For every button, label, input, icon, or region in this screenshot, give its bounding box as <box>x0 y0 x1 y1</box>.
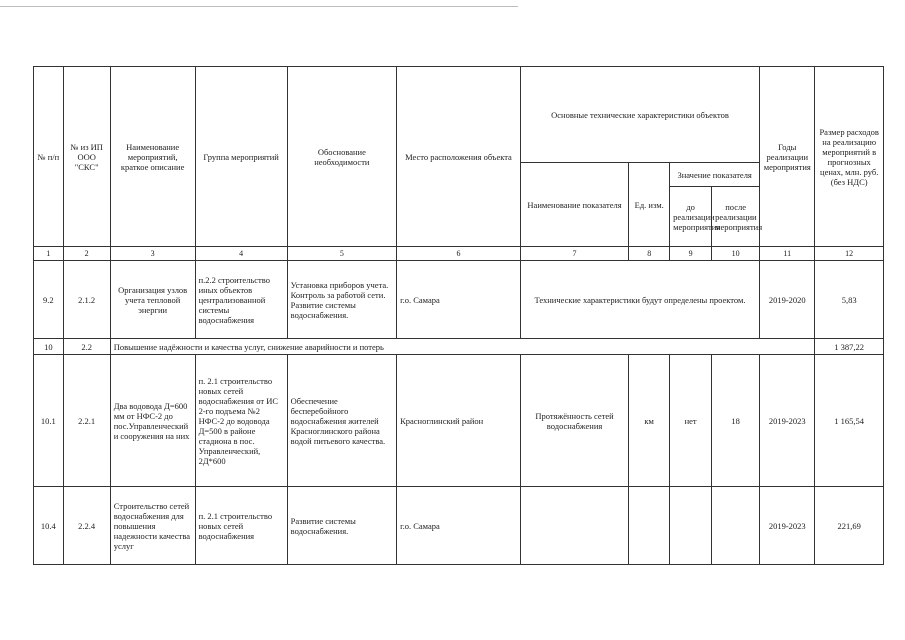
row-ip-number: 2.2.1 <box>63 355 110 487</box>
row-justification: Обеспечение бесперебойного водоснабжения жителей Красноглинского района водой питьевого качества. <box>287 355 396 487</box>
header-before: до реализации мероприятия <box>670 187 712 247</box>
row-before: нет <box>670 355 712 487</box>
row-tech-note: Технические характеристики будут определены проектом. <box>520 261 759 339</box>
investment-program-table <box>33 66 884 565</box>
column-number: 5 <box>287 247 396 261</box>
column-number: 8 <box>629 247 670 261</box>
row-indicator: Протяжённость сетей водоснабжения <box>520 355 628 487</box>
section-row <box>34 339 884 355</box>
row-activity-name: Организация узлов учета тепловой энергии <box>110 261 195 339</box>
row-years: 2019-2020 <box>760 261 815 339</box>
row-cost: 221,69 <box>815 487 884 565</box>
column-number: 4 <box>195 247 287 261</box>
column-number: 3 <box>110 247 195 261</box>
column-number: 2 <box>63 247 110 261</box>
column-number: 12 <box>815 247 884 261</box>
row-ip-number: 2.2 <box>63 339 110 355</box>
row-activity-group: п. 2.1 строительство новых сетей водоснабжения <box>195 487 287 565</box>
row-justification: Развитие системы водоснабжения. <box>287 487 396 565</box>
column-numbers-row <box>34 247 884 261</box>
column-number: 1 <box>34 247 64 261</box>
top-border-line <box>0 6 518 7</box>
header-row-1 <box>34 67 884 163</box>
header-cost: Размер расходов на реализацию мероприятий в прогнозных ценах, млн. руб. (без НДС) <box>815 67 884 247</box>
table-row <box>34 355 884 487</box>
header-indicator-value: Значение показателя <box>670 163 760 187</box>
row-location: г.о. Самара <box>397 261 521 339</box>
header-location: Место расположения объекта <box>397 67 521 247</box>
row-before <box>670 487 712 565</box>
row-years: 2019-2023 <box>760 355 815 487</box>
row-after <box>712 487 760 565</box>
table-row <box>34 261 884 339</box>
header-activity-group: Группа мероприятий <box>195 67 287 247</box>
header-tech-characteristics: Основные технические характеристики объектов <box>520 67 759 163</box>
section-title: Повышение надёжности и качества услуг, снижение аварийности и потерь <box>110 339 815 355</box>
column-number: 7 <box>520 247 628 261</box>
row-number: 10.1 <box>34 355 64 487</box>
row-location: Красноглинский район <box>397 355 521 487</box>
header-num: № п/п <box>34 67 64 247</box>
row-ip-number: 2.1.2 <box>63 261 110 339</box>
row-unit <box>629 487 670 565</box>
column-number: 6 <box>397 247 521 261</box>
header-activity-name: Наименование мероприятий, краткое описание <box>110 67 195 247</box>
header-years: Годы реализации мероприятия <box>760 67 815 247</box>
row-number: 10.4 <box>34 487 64 565</box>
row-unit: км <box>629 355 670 487</box>
row-number: 9.2 <box>34 261 64 339</box>
row-ip-number: 2.2.4 <box>63 487 110 565</box>
row-activity-group: п. 2.1 строительство новых сетей водоснабжения от ИС 2-го подъема №2 НФС-2 до водовода Д=500 в районе стадиона в пос. Управленческий, 2Д*600 <box>195 355 287 487</box>
column-number: 10 <box>712 247 760 261</box>
row-cost: 1 387,22 <box>815 339 884 355</box>
row-years: 2019-2023 <box>760 487 815 565</box>
row-after: 18 <box>712 355 760 487</box>
row-cost: 1 165,54 <box>815 355 884 487</box>
header-ip-number: № из ИП ООО "СКС" <box>63 67 110 247</box>
table-row <box>34 487 884 565</box>
row-location: г.о. Самара <box>397 487 521 565</box>
row-cost: 5,83 <box>815 261 884 339</box>
row-activity-group: п.2.2 строительство иных объектов централизованной системы водоснабжения <box>195 261 287 339</box>
column-number: 9 <box>670 247 712 261</box>
header-indicator-name: Наименование показателя <box>520 163 628 247</box>
header-after: после реализации мероприятия <box>712 187 760 247</box>
row-activity-name: Строительство сетей водоснабжения для повышения надежности качества услуг <box>110 487 195 565</box>
row-justification: Установка приборов учета. Контроль за работой сети. Развитие системы водоснабжения. <box>287 261 396 339</box>
row-number: 10 <box>34 339 64 355</box>
row-activity-name: Два водовода Д=600 мм от НФС-2 до пос.Управленческий и сооружения на них <box>110 355 195 487</box>
header-justification: Обоснование необходимости <box>287 67 396 247</box>
row-indicator <box>520 487 628 565</box>
header-unit: Ед. изм. <box>629 163 670 247</box>
column-number: 11 <box>760 247 815 261</box>
